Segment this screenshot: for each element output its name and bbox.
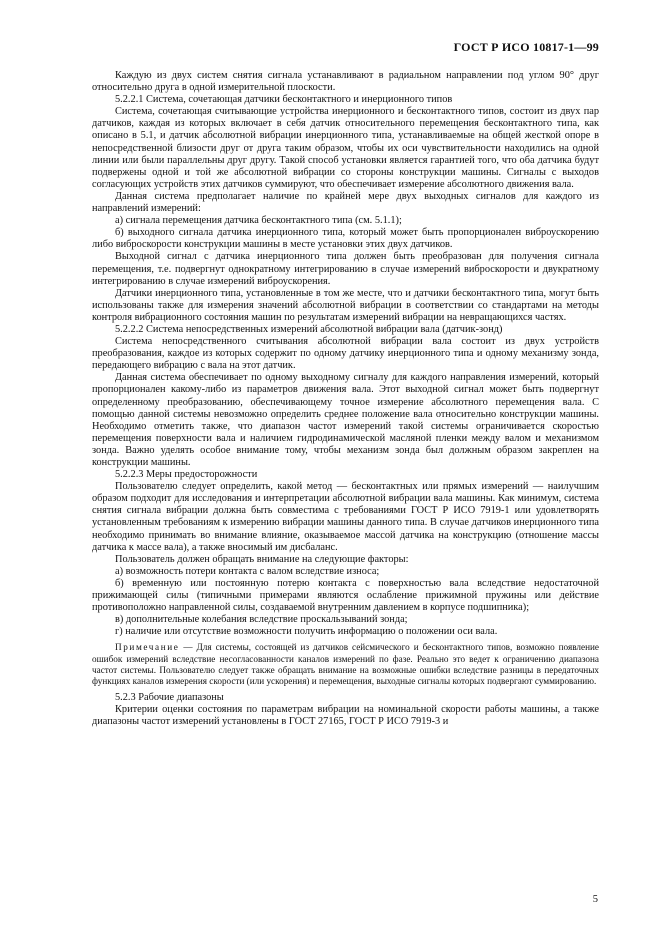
list-item: в) дополнительные колебания вследствие проскальзываний зонда;: [115, 614, 408, 626]
paragraph: Пользователю следует определить, какой метод — бесконтактных или прямых измерений — наилучшим образом подходит для исследования и интерпретации абсолютной вибрации вала машины. Как минимум, система снятия сигнала вибрации должна быть совместима с требованиями ГОСТ Р ИСО 7919-1 или удовлетворять установленным требованиям к измерению вибрации машины данного типа. В случае датчиков инерционного типа необходимо принимать во внимание влияние, оказываемое массой датчика на конструкцию (отношение массы датчика к массе вала), а также вносимый им дисбаланс.: [92, 481, 599, 553]
list-item: г) наличие или отсутствие возможности получить информацию о положении оси вала.: [115, 626, 498, 638]
section-heading-5-2-2-2: 5.2.2.2 Система непосредственных измерений абсолютной вибрации вала (датчик-зонд): [115, 323, 503, 335]
page-number: 5: [592, 894, 598, 905]
list-item: б) выходного сигнала датчика инерционного типа, который может быть пропорционален виброускорению либо виброскорости конструкции машины в месте установки этих двух датчиков.: [92, 227, 599, 251]
paragraph: Система, сочетающая считывающие устройства инерционного и бесконтактного типов, состоит из двух пар датчиков, каждая из которых включает в себя датчик относительного перемещения бесконтактного типа, как описано в 5.1, и датчик абсолютной вибрации инерционного типа, устанавливаемые на общей жесткой опоре в непосредственной близости друг от друга таким образом, чтобы их оси чувствительности находились на одной линии или были параллельны друг другу. Такой способ установки является гарантией того, что оба датчика будут подвержены одной и той же абсолютной вибрации со стороны конструкции машины. Сигналы с выходов согласующих устройств этих датчиков суммируют, что обеспечивает измерение абсолютного движения вала.: [92, 106, 599, 190]
paragraph: Система непосредственного считывания абсолютной вибрации вала состоит из двух устройств преобразования, каждое из которых содержит по одному датчику инерционного типа и одному механизму зонда, передающего вибрацию с вала на этот датчик.: [92, 336, 599, 372]
note-label: Примечание: [115, 642, 180, 653]
list-item: а) возможность потери контакта с валом вследствие износа;: [115, 565, 380, 577]
paragraph: Критерии оценки состояния по параметрам вибрации на номинальной скорости работы машины, а также диапазоны частот измерений установлены в ГОСТ 27165, ГОСТ Р ИСО 7919-3 и: [92, 703, 599, 727]
paragraph: Каждую из двух систем снятия сигнала устанавливают в радиальном направлении под углом 90° друг относительно друга в одной измерительной плоскости.: [92, 70, 599, 94]
paragraph: Пользователь должен обращать внимание на следующие факторы:: [115, 553, 409, 565]
paragraph: Датчики инерционного типа, установленные в том же месте, что и датчики бесконтактного типа, могут быть использованы также для измерения значений абсолютной вибрации в соответствии со стандартами на методы контроля вибрационного состояния машин по результатам измерений вибрации на невращающихся частях.: [92, 287, 599, 323]
section-heading-5-2-2-1: 5.2.2.1 Система, сочетающая датчики бесконтактного и инерционного типов: [115, 94, 453, 106]
list-item: б) временную или постоянную потерю контакта с поверхностью вала вследствие недостаточной прижимающей силы (типичными примерами являются ослабление прижимной пружины или действие противоположно направленной силы, создаваемой внутренним давлением в корпусе подшипника);: [92, 577, 599, 614]
body-text: [92, 70, 599, 728]
list-item: а) сигнала перемещения датчика бесконтактного типа (см. 5.1.1);: [115, 215, 402, 227]
paragraph: Данная система предполагает наличие по крайней мере двух выходных сигналов для каждого из направлений измерений:: [92, 190, 599, 215]
section-heading-5-2-3: 5.2.3 Рабочие диапазоны: [115, 691, 224, 703]
note-text: — Для системы, состоящей из датчиков сейсмического и бесконтактного типов, возможно появление ошибок измерений вследствие несогласованности каналов измерений по фазе. Реально это ведет к ограничению диапазона частот системы. Пользователю следует также обращать внимание на возможные ошибки вследствие разницы в передаточных функциях каналов измерения скорости (или ускорения) и перемещения, выходные сигналы которых подвергают суммированию.: [92, 642, 599, 687]
paragraph: Выходной сигнал с датчика инерционного типа должен быть преобразован для получения сигнала перемещения, т.е. подвергнут однократному интегрированию в случае измерений виброскорости и двукратному интегрированию в случае измерений виброускорения.: [92, 251, 599, 287]
page-header-title: ГОСТ Р ИСО 10817-1—99: [453, 40, 599, 54]
paragraph: Данная система обеспечивает по одному выходному сигналу для каждого направления измерений, который пропорционален какому-либо из параметров движения вала. Этот выходной сигнал может быть подвергнут определенному преобразованию, обеспечивающему точное измерение абсолютного перемещения вала. С помощью данной системы невозможно определить среднее положение вала относительно конструкции машины. Необходимо отметить также, что диапазон частот измерений такой системы ограничивается скоростью перемещения поверхности вала и наличием гидродинамической масляной пленки между валом и механизмом зонда. Важно уделять особое внимание тому, чтобы механизм зонда был должным образом закреплен на конструкции машины.: [92, 372, 599, 468]
section-heading-5-2-2-3: 5.2.2.3 Меры предосторожности: [115, 469, 258, 481]
note-paragraph: [92, 642, 599, 687]
